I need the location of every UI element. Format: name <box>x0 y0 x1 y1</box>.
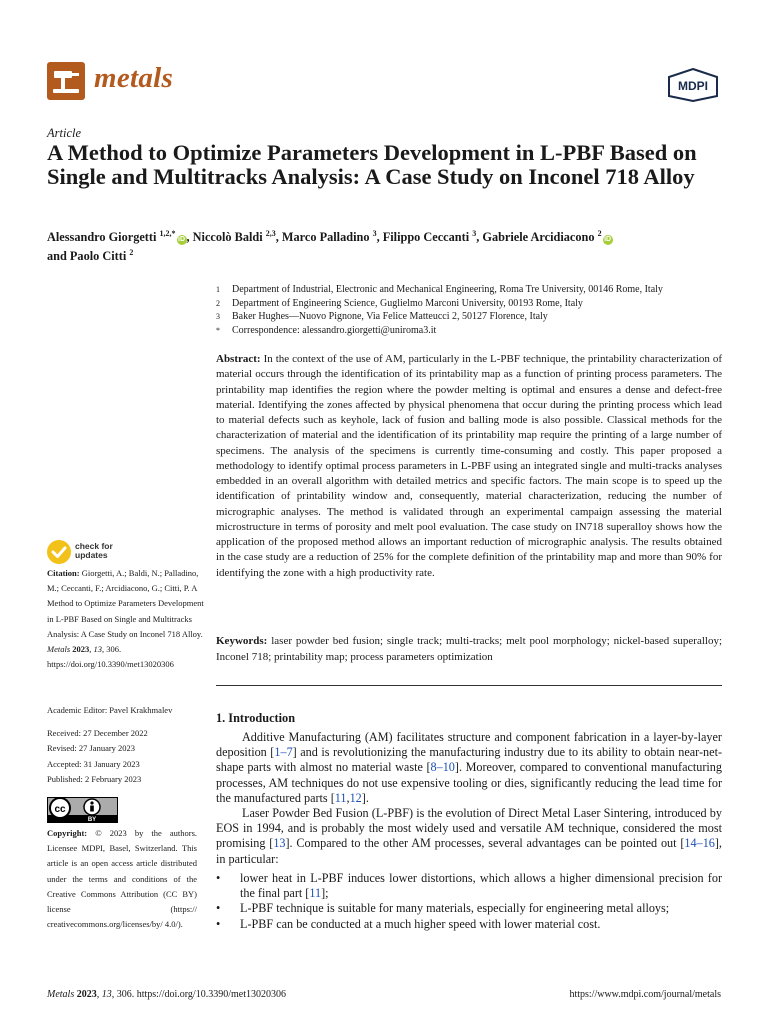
advantages-list <box>216 871 722 932</box>
cc-by-license-icon[interactable] <box>47 797 118 823</box>
citation-label: Citation: <box>47 568 80 578</box>
section-divider <box>216 685 722 686</box>
dates-block <box>47 703 207 787</box>
author-list: Alessandro Giorgetti $^{1,2,*}$iD , Niccolò Baldi $^{2,3}$, Marco Palladino $^3$, Filippo Ceccanti $^3$, Gabriele Arcidiacono $^2$iD and Paolo Citti $^2$ <box>47 229 612 264</box>
author-name[interactable]: Gabriele Arcidiacono <box>482 230 598 245</box>
author-name[interactable]: Niccolò Baldi <box>192 230 266 245</box>
list-item: • L-PBF can be conducted at a much higher speed with lower material cost. <box>216 916 601 931</box>
citation-volume: 13 <box>93 644 103 655</box>
keywords-label: Keywords: <box>216 635 268 647</box>
affiliation-item <box>216 324 736 338</box>
intro-paragraph-2: Laser Powder Bed Fusion (L-PBF) is the evolution of Direct Metal Laser Sintering, introduced by EOS in 1994, and is probably the most widely used and versatile AM technique, considered the most promising [13]. Compared to the other AM processes, several advantages can be pointed out [14–16], in particular: <box>216 806 722 866</box>
check-updates-text <box>75 542 113 560</box>
bullet-icon: • <box>216 901 221 916</box>
article-title: A Method to Optimize Parameters Development in L-PBF Based on Single and Multitracks Analysis: A Case Study on Inconel 718 Alloy <box>47 140 697 189</box>
affiliation-text: Department of Industrial, Electronic and Mechanical Engineering, Roma Tre University, 00146 Rome, Italy <box>232 284 663 295</box>
keywords-text: laser powder bed fusion; single track; multi-tracks; melt pool morphology; nickel-based superalloy; Inconel 718; printability map; process parameters optimization <box>216 635 723 663</box>
copyright-block <box>47 826 197 932</box>
author-affiliation-mark: 2 <box>597 229 602 238</box>
footer-year: 2023 <box>76 989 97 1000</box>
orcid-icon[interactable]: iD <box>178 236 185 244</box>
footer-citation: Metals 2023, 13, 306. https://doi.org/10.3390/met13020306 <box>47 989 286 1000</box>
journal-logo-icon <box>47 62 85 100</box>
bullet-icon: • <box>216 916 221 931</box>
abstract-text: In the context of the use of AM, particularly in the L-PBF technique, the printability characterization of material occurs through the identification of its printability map as a function of printing process parameters. The printability map identifies the region where the powder melting is optimal and ensures a dense and defect-free material. Identifying the zones affected by physical phenomena that occur during the printing process which lead to material defects such as keyhole, lack of fusion and balling mode is also possible. Classical methods for the characterization of material and the identification of its printability map require the printing of a large number of specimens. The analysis of the specimens is currently time-consuming and costly. This paper proposed a methodology to identify optimal process parameters in L-PBF using an integrated single and multi-tracks analyses embedded in an overall algorithm with detailed metrics and specific factors. The main scope is to speed up the identification of printability window and, consequently, material characterization, reducing the number of micrographic analyses. The method is validated through an experimental campaign assessing the material microstructure in terms of porosity and melt pool evaluation. The case study on IN718 superalloy shows how the application of the proposed method allows an important reduction of micrographic analysis. The results obtained in the case study are a reduction of 25% for the complete definition of the printability map and more than 90% for identifying the zone with a high productivity rate. <box>216 353 722 579</box>
date-revised: Revised: 27 January 2023 <box>47 743 136 754</box>
mdpi-logo-icon <box>667 68 719 102</box>
citation-doi: , 306. https://doi.org/10.3390/met13020306 <box>47 644 174 670</box>
affiliation-mark: 1 <box>216 285 220 294</box>
abstract <box>216 352 722 581</box>
author-affiliation-mark: 3 <box>372 229 377 238</box>
by-text: BY <box>87 817 97 823</box>
copyright-label: Copyright: <box>47 828 88 838</box>
reference-link[interactable]: 12 <box>349 790 362 805</box>
date-received: Received: 27 December 2022 <box>47 728 148 739</box>
footer-journal-url[interactable]: https://www.mdpi.com/journal/metals <box>569 989 721 1000</box>
reference-link[interactable]: 1–7 <box>274 745 293 760</box>
keywords <box>216 634 722 665</box>
list-item: • L-PBF technique is suitable for many materials, especially for engineering metal alloys; <box>216 901 670 916</box>
affiliation-text: Correspondence: alessandro.giorgetti@uniroma3.it <box>232 324 437 336</box>
check-for-updates-button[interactable] <box>47 540 137 566</box>
author-name[interactable]: Marco Palladino <box>281 230 373 245</box>
reference-link[interactable]: 13 <box>273 836 286 851</box>
reference-link[interactable]: 11 <box>334 790 347 805</box>
affiliation-text: Baker Hughes—Nuovo Pignone, Via Felice Matteucci 2, 50127 Florence, Italy <box>232 311 548 322</box>
author-affiliation-mark: 3 <box>472 229 477 238</box>
affiliations <box>216 283 736 337</box>
affiliation-item <box>216 297 736 311</box>
bullet-icon: • <box>216 871 221 885</box>
section-heading-introduction: 1. Introduction <box>216 711 296 725</box>
journal-name: metals <box>94 62 174 94</box>
citation-journal: Metals <box>47 644 71 655</box>
affiliation-mark: * <box>216 325 220 335</box>
article-type: Article <box>47 126 82 140</box>
author-affiliation-mark: 2,3 <box>265 229 276 238</box>
affiliation-text: Department of Engineering Science, Guglielmo Marconi University, 00193 Rome, Italy <box>232 297 583 309</box>
affiliation-mark: 2 <box>216 298 220 308</box>
citation-block: Citation: Giorgetti, A.; Baldi, N.; Palladino, M.; Ceccanti, F.; Arcidiacono, G.; Citti, P. A Method to Optimize Parameters Development in L-PBF Based on Single and Multitracks Analysis: A Case Study on Inconel 718 Alloy. Metals 2023, 13, 306. https://doi.org/10.3390/met13020306 <box>47 568 204 670</box>
reference-link[interactable]: 11 <box>309 886 322 901</box>
mdpi-logo-text: MDPI <box>678 79 708 93</box>
citation-year: 2023 <box>72 644 90 655</box>
author-name[interactable]: Alessandro Giorgetti <box>47 230 160 245</box>
date-accepted: Accepted: 31 January 2023 <box>47 758 140 769</box>
affiliation-mark: 3 <box>216 312 220 321</box>
reference-link[interactable]: 14–16 <box>684 836 715 851</box>
footer-volume: 13 <box>101 989 112 1000</box>
crossmark-icon <box>47 540 71 564</box>
academic-editor: Academic Editor: Pavel Krakhmalev <box>47 705 173 715</box>
intro-paragraph-1: Additive Manufacturing (AM) facilitates structure and component fabrication in a layer-by-layer deposition [1–7] and is revolutionizing the manufacturing industry due to its ability to obtain near-net-shape parts with almost no material waste [8–10]. Moreover, compared to conventional manufacturing processes, AM techniques do not use expensive tooling or dies, significantly reducing the lead time for the manufactured parts [11,12]. <box>216 730 723 805</box>
reference-link[interactable]: 8–10 <box>430 760 455 775</box>
check-updates-line2: updates <box>75 550 108 560</box>
footer-journal: Metals <box>47 989 75 1000</box>
copyright-text: © 2023 by the authors. Licensee MDPI, Basel, Switzerland. This article is an open access article distributed under the terms and conditions of the Creative Commons Attribution (CC BY) license (https:// creativecommons.org/licenses/by/ 4.0/). <box>47 828 197 930</box>
author-name[interactable]: Filippo Ceccanti <box>382 230 473 245</box>
footer-doi: , 306. https://doi.org/10.3390/met13020306 <box>111 989 286 1000</box>
affiliation-item <box>216 283 736 297</box>
orcid-icon[interactable]: iD <box>604 236 612 244</box>
cc-text: cc <box>54 804 66 815</box>
authors-and: and <box>47 249 70 264</box>
affiliation-item <box>216 310 736 324</box>
author-name[interactable]: Paolo Citti <box>69 249 130 264</box>
author-affiliation-mark: 1,2,* <box>159 229 176 238</box>
check-updates-line1: check for <box>75 541 113 551</box>
list-item: • lower heat in L-PBF induces lower distortions, which allows a higher dimensional precision for the final part [11]; <box>216 871 722 901</box>
date-published: Published: 2 February 2023 <box>47 773 142 784</box>
citation-text: Giorgetti, A.; Baldi, N.; Palladino, M.; Ceccanti, F.; Arcidiacono, G.; Citti, P. A Method to Optimize Parameters Development in L-PBF Based on Single and Multitracks Analysis: A Case Study on Inconel 718 Alloy. <box>47 568 204 639</box>
abstract-label: Abstract: <box>216 353 261 365</box>
author-affiliation-mark: 2 <box>129 248 134 258</box>
